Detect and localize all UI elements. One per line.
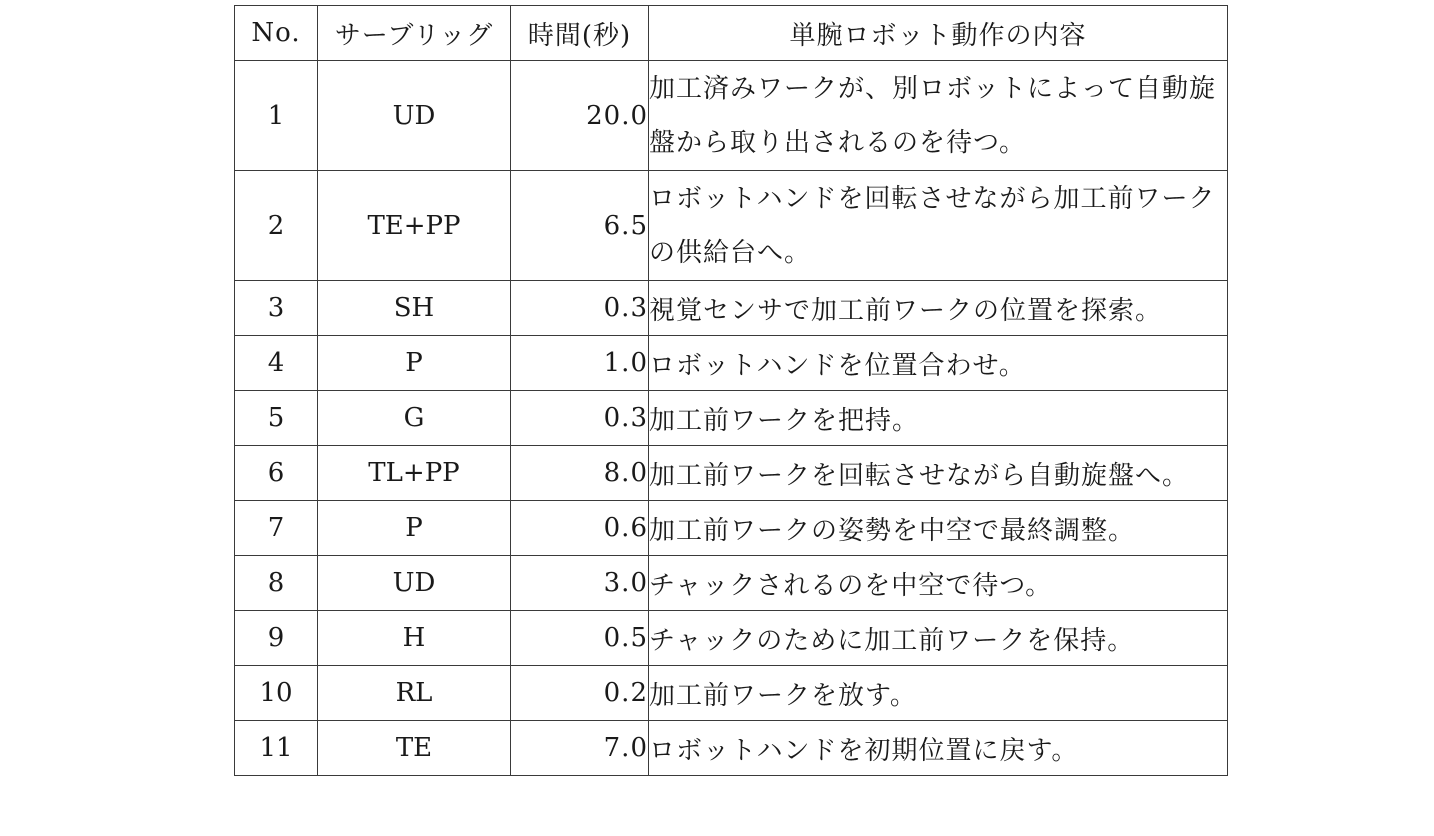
table-row [235, 501, 1228, 556]
cell-no: 1 [235, 61, 318, 171]
cell-no: 8 [235, 556, 318, 611]
cell-description: 加工前ワークを放す。 [649, 666, 1228, 721]
cell-no: 5 [235, 391, 318, 446]
robot-motion-table [234, 5, 1228, 776]
cell-time: 1.0 [511, 336, 649, 391]
table-row [235, 61, 1228, 171]
cell-description: 視覚センサで加工前ワークの位置を探索。 [649, 281, 1228, 336]
cell-description: チャックされるのを中空で待つ。 [649, 556, 1228, 611]
cell-time: 3.0 [511, 556, 649, 611]
cell-no: 2 [235, 171, 318, 281]
cell-therblig: P [318, 336, 511, 391]
cell-therblig: TE [318, 721, 511, 776]
cell-time: 7.0 [511, 721, 649, 776]
table-row [235, 391, 1228, 446]
table-row [235, 446, 1228, 501]
cell-description: 加工前ワークを把持。 [649, 391, 1228, 446]
table-row [235, 281, 1228, 336]
header-no: No. [235, 6, 318, 61]
cell-time: 0.3 [511, 391, 649, 446]
cell-time: 0.5 [511, 611, 649, 666]
cell-no: 3 [235, 281, 318, 336]
cell-time: 0.2 [511, 666, 649, 721]
cell-time: 8.0 [511, 446, 649, 501]
cell-time: 20.0 [511, 61, 649, 171]
cell-no: 7 [235, 501, 318, 556]
table-header-row [235, 6, 1228, 61]
cell-time: 0.3 [511, 281, 649, 336]
cell-therblig: G [318, 391, 511, 446]
cell-time: 0.6 [511, 501, 649, 556]
cell-no: 4 [235, 336, 318, 391]
cell-therblig: TL+PP [318, 446, 511, 501]
cell-description: ロボットハンドを初期位置に戻す。 [649, 721, 1228, 776]
table-row [235, 556, 1228, 611]
cell-no: 6 [235, 446, 318, 501]
cell-therblig: P [318, 501, 511, 556]
cell-description: 加工前ワークを回転させながら自動旋盤へ。 [649, 446, 1228, 501]
cell-therblig: H [318, 611, 511, 666]
cell-time: 6.5 [511, 171, 649, 281]
header-time: 時間(秒) [511, 6, 649, 61]
cell-description: 加工前ワークの姿勢を中空で最終調整。 [649, 501, 1228, 556]
cell-therblig: UD [318, 556, 511, 611]
table-row [235, 666, 1228, 721]
cell-description: 加工済みワークが、別ロボットによって自動旋盤から取り出されるのを待つ。 [649, 61, 1228, 171]
table-row [235, 611, 1228, 666]
cell-description: ロボットハンドを回転させながら加工前ワークの供給台へ。 [649, 171, 1228, 281]
header-description: 単腕ロボット動作の内容 [649, 6, 1228, 61]
cell-description: ロボットハンドを位置合わせ。 [649, 336, 1228, 391]
cell-therblig: TE+PP [318, 171, 511, 281]
cell-therblig: RL [318, 666, 511, 721]
cell-no: 10 [235, 666, 318, 721]
cell-therblig: SH [318, 281, 511, 336]
cell-no: 9 [235, 611, 318, 666]
header-therblig: サーブリッグ [318, 6, 511, 61]
cell-no: 11 [235, 721, 318, 776]
cell-therblig: UD [318, 61, 511, 171]
table-row [235, 721, 1228, 776]
cell-description: チャックのために加工前ワークを保持。 [649, 611, 1228, 666]
table-row [235, 336, 1228, 391]
table-row [235, 171, 1228, 281]
